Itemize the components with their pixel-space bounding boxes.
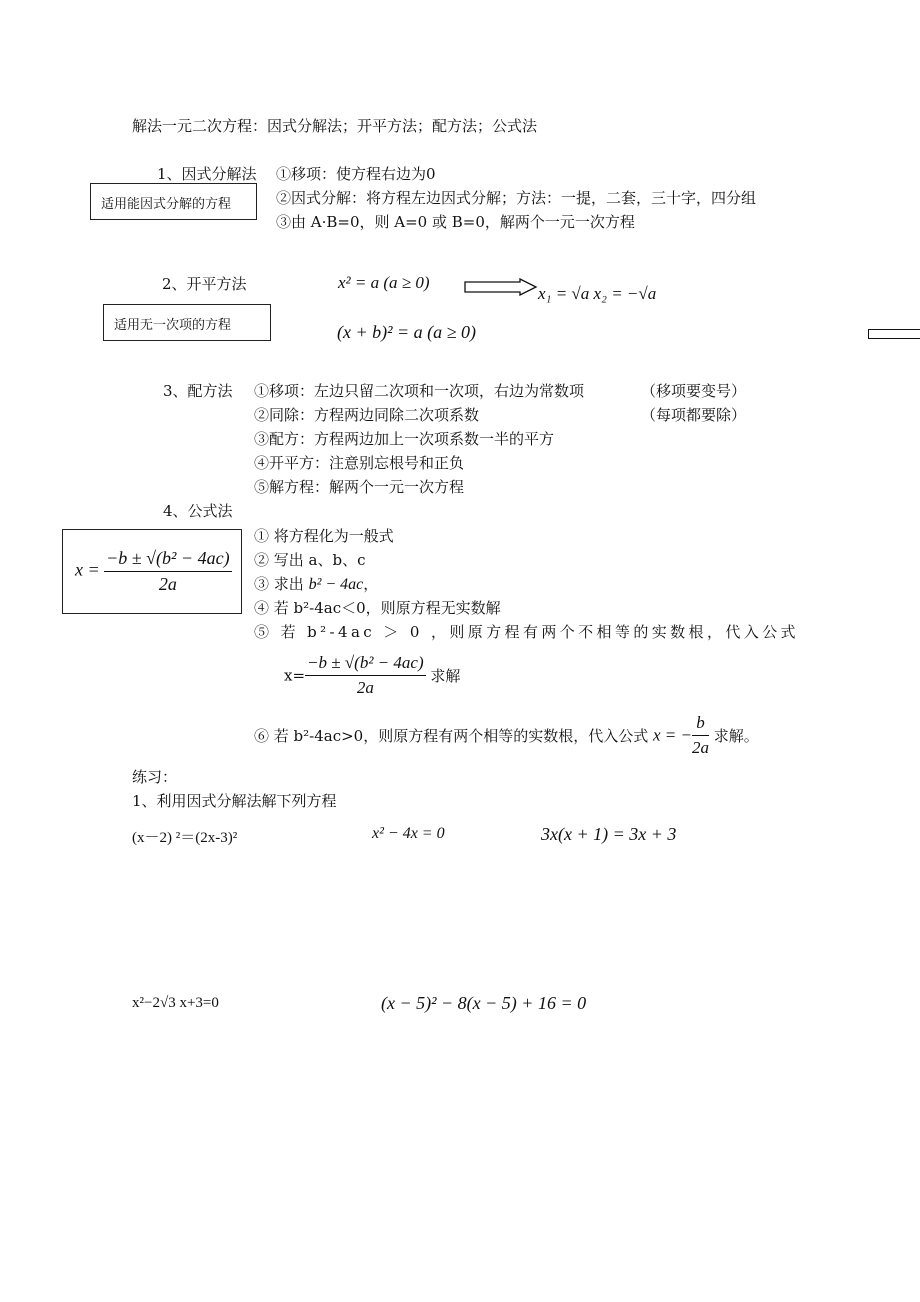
section2-result: x₁ = √a x₂ = −√a: [538, 284, 657, 303]
section1-step-1: ①移项：使方程右边为0: [276, 165, 436, 183]
section4-step-5: ⑤ 若 b²-4ac ＞ 0 ，则原方程有两个不相等的实数根，代入公式: [254, 623, 799, 641]
section3-step-4: ④开平方：注意别忘根号和正负: [254, 454, 465, 472]
implies-arrow-icon: [464, 278, 538, 296]
section3-step-5: ⑤解方程：解两个一元一次方程: [254, 478, 465, 496]
formula-lhs: x =: [75, 559, 100, 580]
section2-eq2: (x + b)² = a (a ≥ 0): [337, 322, 477, 342]
step5-formula: [284, 653, 460, 698]
step5-lhs: x=: [284, 666, 306, 685]
section4-step-2: ② 写出 a、b、c: [254, 551, 366, 569]
practice-subheading: 1、利用因式分解法解下列方程: [132, 792, 337, 810]
formula-numerator: −b ± √(b² − 4ac): [104, 548, 231, 572]
step6-suffix: 求解。: [713, 727, 759, 745]
step5-suffix: 求解: [430, 667, 461, 685]
practice-eq-2: x² − 4x = 0: [372, 825, 445, 842]
section2-box: [103, 304, 271, 341]
section3-heading: 3、配方法: [163, 382, 233, 400]
step6-fraction: [692, 713, 709, 758]
step6-prefix: ⑥ 若 b²-4ac>0，则原方程有两个相等的实数根，代入公式: [254, 727, 649, 745]
step6-denominator: 2a: [692, 738, 710, 757]
section1-step-3: ③由 A·B=0，则 A=0 或 B=0，解两个一元一次方程: [276, 213, 635, 231]
section2-box-label: 适用无一次项的方程: [114, 318, 232, 333]
section4-step-3: [254, 573, 378, 594]
step6-lhs: x = −: [653, 725, 693, 745]
section1-step-2: ②因式分解：将方程左边因式分解；方法：一提，二套，三十字，四分组: [276, 189, 757, 207]
step3-prefix: ③ 求出: [254, 575, 304, 593]
practice-eq-5: (x − 5)² − 8(x − 5) + 16 = 0: [381, 993, 587, 1013]
section1-box-label: 适用能因式分解的方程: [101, 197, 232, 212]
section4-heading: 4、公式法: [163, 502, 233, 520]
formula-denominator: 2a: [158, 574, 177, 594]
section1-box: [90, 183, 257, 220]
step5-fraction: [305, 653, 426, 698]
practice-eq-4: x²−2√3 x+3=0: [132, 995, 219, 1011]
section3-step-3: ③配方：方程两边加上一次项系数一半的平方: [254, 430, 555, 448]
step3-suffix: ，: [363, 575, 379, 593]
section2-eq1: x² = a (a ≥ 0): [338, 273, 430, 292]
step5-denominator: 2a: [356, 678, 374, 697]
section4-step-1: ① 将方程化为一般式: [254, 527, 394, 545]
practice-eq-1: (x－2) ²＝(2x-3)²: [132, 830, 238, 846]
section2-heading: 2、开平方法: [162, 275, 247, 293]
practice-heading: 练习：: [132, 768, 178, 786]
section4-step-6: [254, 713, 759, 758]
section3-note-1: （移项要变号）: [641, 382, 747, 400]
section3-note-2: （每项都要除）: [641, 406, 747, 424]
step5-numerator: −b ± √(b² − 4ac): [305, 653, 426, 676]
step6-numerator: b: [692, 713, 709, 736]
section3-step-1: ①移项：左边只留二次项和一次项，右边为常数项: [254, 382, 585, 400]
section1-heading: 1、因式分解法: [157, 165, 257, 183]
quadratic-formula: [75, 548, 232, 595]
practice-eq-3: 3x(x + 1) = 3x + 3: [541, 824, 677, 844]
quadratic-formula-box: [62, 529, 242, 614]
section3-step-2: ②同除：方程两边同除二次项系数: [254, 406, 480, 424]
formula-fraction: [104, 548, 231, 595]
step3-discriminant: b² − 4ac: [308, 576, 364, 593]
section4-step-4: ④ 若 b²-4ac＜0，则原方程无实数解: [254, 599, 501, 617]
margin-arrow-fragment: [868, 329, 920, 339]
page-title: 解法一元二次方程：因式分解法；开平方法；配方法；公式法: [132, 117, 538, 135]
